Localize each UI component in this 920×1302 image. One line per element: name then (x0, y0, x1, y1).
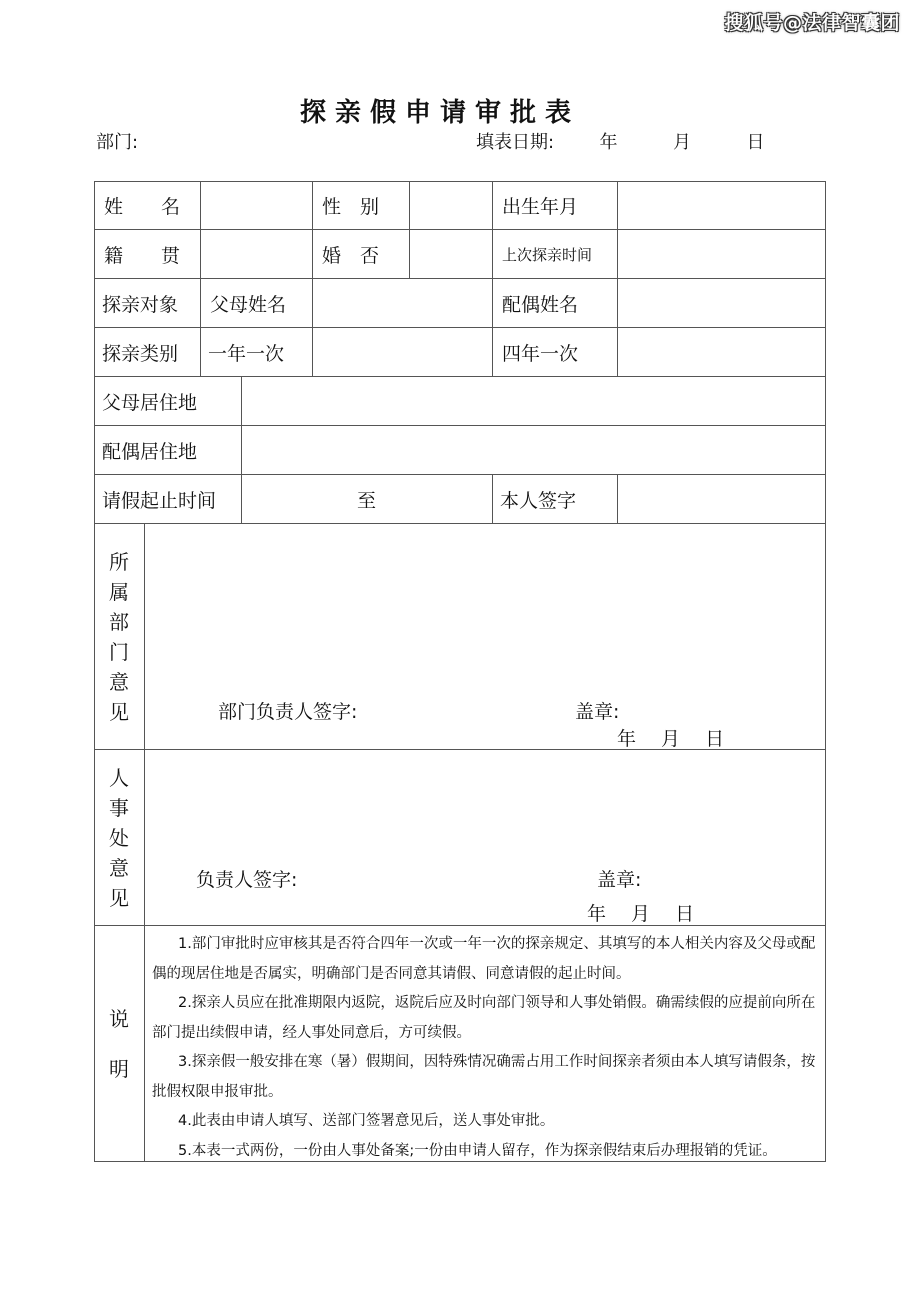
dept-opinion-label (94, 524, 145, 750)
hr-opinion-char: 事 (109, 795, 129, 820)
date-day: 日 (746, 132, 765, 153)
department-label: 部门: (96, 132, 139, 153)
hr-opinion-field[interactable] (144, 750, 826, 926)
last-visit-field[interactable] (617, 230, 826, 279)
note-item: 1.部门审批时应审核其是否符合四年一次或一年一次的探亲规定、其填写的本人相关内容及父母或配偶的现居住地是否属实，明确部门是否同意其请假、同意请假的起止时间。 (152, 936, 816, 982)
notes-char: 说 (109, 1006, 129, 1031)
hr-opinion-char: 处 (109, 825, 129, 850)
dept-opinion-date: 年 月 日 (617, 728, 725, 750)
dept-opinion-char: 门 (109, 639, 129, 664)
parents-name-field[interactable] (312, 279, 493, 328)
note-item: 5.本表一式两份，一份由人事处备案;一份由申请人留存，作为探亲假结束后办理报销的凭证。 (178, 1142, 777, 1159)
name-field[interactable] (200, 181, 313, 230)
fill-date (476, 128, 764, 154)
hr-head-sign-label: 负责人签字: (196, 869, 298, 891)
dept-seal-label: 盖章: (575, 701, 620, 723)
notes-content (152, 930, 818, 1166)
dept-opinion-char: 意 (109, 669, 129, 694)
native-place-label: 籍 贯 (94, 230, 201, 279)
hr-opinion-label (94, 750, 145, 926)
notes-char: 明 (109, 1056, 129, 1081)
spouse-residence-label: 配偶居住地 (94, 426, 242, 475)
hr-opinion-char: 意 (109, 855, 129, 880)
note-item: 2.探亲人员应在批准期限内返院，返院后应及时向部门领导和人事处销假。确需续假的应提前向所在部门提出续假申请，经人事处同意后，方可续假。 (152, 995, 816, 1041)
note-item: 3.探亲假一般安排在寒（暑）假期间，因特殊情况确需占用工作时间探亲者须由本人填写请假条，按批假权限申报审批。 (152, 1054, 816, 1100)
parents-name-label: 父母姓名 (200, 279, 313, 328)
hr-opinion-char: 人 (109, 765, 129, 790)
birth-field[interactable] (617, 181, 826, 230)
married-field[interactable] (409, 230, 493, 279)
visit-type-label: 探亲类别 (94, 328, 201, 377)
fill-date-label: 填表日期: (476, 132, 555, 153)
date-month: 月 (673, 132, 692, 153)
married-label: 婚 否 (312, 230, 410, 279)
birth-label: 出生年月 (492, 181, 618, 230)
date-year: 年 (599, 132, 618, 153)
once-four-years-label: 四年一次 (492, 328, 618, 377)
spouse-name-field[interactable] (617, 279, 826, 328)
form-title: 探亲假申请审批表 (299, 98, 580, 128)
spouse-residence-field[interactable] (241, 426, 826, 475)
once-a-year-label: 一年一次 (200, 328, 313, 377)
note-item: 4.此表由申请人填写、送部门签署意见后，送人事处审批。 (178, 1113, 555, 1129)
parents-residence-label: 父母居住地 (94, 377, 242, 426)
dept-opinion-char: 所 (109, 549, 129, 574)
leave-period-label: 请假起止时间 (94, 475, 242, 524)
self-sign-label: 本人签字 (492, 475, 618, 524)
native-place-field[interactable] (200, 230, 313, 279)
visit-target-label: 探亲对象 (94, 279, 201, 328)
dept-opinion-char: 属 (109, 579, 129, 604)
hr-opinion-char: 见 (109, 885, 129, 910)
to-label: 至 (356, 489, 376, 512)
hr-opinion-date: 年 月 日 (587, 903, 695, 925)
gender-field[interactable] (409, 181, 493, 230)
hr-seal-label: 盖章: (597, 869, 642, 891)
dept-head-sign-label: 部门负责人签字: (218, 701, 358, 723)
gender-label: 性 别 (312, 181, 410, 230)
dept-opinion-char: 部 (109, 609, 129, 634)
self-sign-field[interactable] (617, 475, 826, 524)
dept-opinion-char: 见 (109, 699, 129, 724)
once-a-year-field[interactable] (312, 328, 493, 377)
parents-residence-field[interactable] (241, 377, 826, 426)
once-four-years-field[interactable] (617, 328, 826, 377)
spouse-name-label: 配偶姓名 (492, 279, 618, 328)
last-visit-label: 上次探亲时间 (492, 230, 618, 279)
leave-period-field[interactable] (241, 475, 493, 524)
name-label: 姓 名 (94, 181, 201, 230)
notes-label (94, 926, 145, 1162)
watermark: 搜狐号@法律智囊团 (724, 12, 900, 34)
